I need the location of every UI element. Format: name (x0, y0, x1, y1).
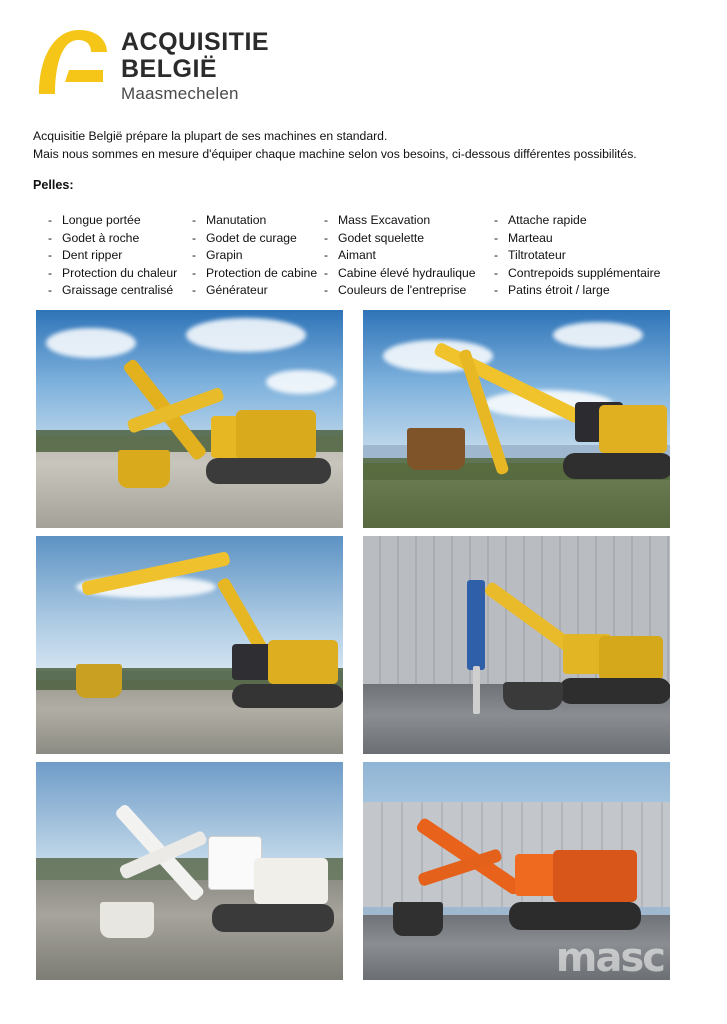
option-label: Grapin (206, 248, 243, 263)
bullet-dash: - (494, 283, 499, 298)
bullet-dash: - (494, 230, 499, 245)
bullet-dash: - (324, 230, 329, 245)
option-label: Graissage centralisé (62, 283, 174, 298)
option-item (192, 282, 324, 300)
gallery-photo-2 (363, 310, 670, 528)
machine-body (254, 858, 328, 904)
logo-line-1: ACQUISITIE (121, 28, 270, 56)
option-item (48, 247, 192, 265)
bucket-attachment (393, 902, 443, 936)
option-label: Tiltrotateur (508, 248, 566, 263)
watermark-text: masc (555, 935, 664, 980)
option-item (192, 212, 324, 230)
option-label: Mass Excavation (338, 213, 431, 227)
logo-wordmark (121, 26, 269, 102)
option-label: Attache rapide (508, 213, 587, 227)
machine-body (599, 405, 667, 453)
bullet-dash: - (48, 265, 53, 280)
option-item (324, 265, 494, 283)
option-item (494, 230, 694, 248)
option-label: Godet à roche (62, 230, 140, 245)
options-list (48, 212, 713, 300)
crawler-track (212, 904, 334, 932)
cloud-shape (186, 318, 306, 352)
option-item (48, 212, 192, 230)
option-label: Protection du chaleur (62, 265, 178, 280)
options-row (48, 212, 713, 230)
option-item (324, 230, 494, 248)
bullet-dash: - (192, 265, 197, 280)
option-item (494, 265, 694, 283)
option-item (324, 247, 494, 265)
option-item (192, 230, 324, 248)
crawler-track (559, 678, 670, 704)
option-label: Protection de cabine (206, 265, 318, 280)
bullet-dash: - (48, 283, 53, 298)
option-item (48, 265, 192, 283)
option-item (192, 265, 324, 283)
crawler-track (509, 902, 641, 930)
hydraulic-hammer (467, 580, 485, 670)
bucket-attachment (407, 428, 465, 470)
option-label: Godet de curage (206, 230, 297, 245)
machine-body (553, 850, 637, 902)
option-label: Générateur (206, 283, 268, 298)
bullet-dash: - (192, 248, 197, 263)
photo-gallery (36, 310, 690, 980)
option-label: Cabine élevé hydraulique (338, 265, 476, 280)
option-label: Marteau (508, 230, 553, 245)
cloud-shape (46, 328, 136, 358)
option-label: Couleurs de l'entreprise (338, 283, 467, 298)
bullet-dash: - (324, 265, 329, 280)
option-label: Godet squelette (338, 230, 425, 245)
option-item (192, 247, 324, 265)
option-item (48, 230, 192, 248)
machine-body (599, 636, 663, 680)
bullet-dash: - (494, 248, 499, 263)
option-label: Dent ripper (62, 248, 123, 263)
section-title: Pelles: (33, 178, 74, 192)
machine-body (236, 410, 316, 460)
company-logo (33, 26, 269, 102)
gallery-photo-6 (363, 762, 670, 980)
bucket-attachment (100, 902, 154, 938)
option-item (494, 212, 694, 230)
bullet-dash: - (192, 213, 197, 227)
crawler-track (206, 458, 331, 484)
bucket-attachment (503, 682, 563, 710)
gallery-photo-3 (36, 536, 343, 754)
option-label: Contrepoids supplémentaire (508, 265, 661, 280)
bullet-dash: - (324, 283, 329, 298)
bullet-dash: - (48, 230, 53, 245)
gallery-photo-1 (36, 310, 343, 528)
intro-paragraph (33, 127, 693, 163)
bucket-attachment (118, 450, 170, 488)
bucket-attachment (76, 664, 122, 698)
option-label: Aimant (338, 248, 376, 263)
intro-line-1: Acquisitie België prépare la plupart de ses machines en standard. (33, 129, 388, 143)
option-label: Longue portée (62, 213, 141, 227)
cloud-shape (266, 370, 336, 394)
bullet-dash: - (48, 248, 53, 263)
machine-body (268, 640, 338, 684)
bullet-dash: - (494, 265, 499, 280)
option-item (48, 282, 192, 300)
option-item (324, 212, 494, 230)
options-row (48, 265, 713, 283)
option-label: Manutation (206, 213, 267, 227)
hammer-chisel (473, 666, 480, 714)
logo-line-3: Maasmechelen (121, 84, 239, 103)
bullet-dash: - (192, 230, 197, 245)
gallery-photo-5 (36, 762, 343, 980)
option-item (494, 247, 694, 265)
options-row (48, 230, 713, 248)
crawler-track (232, 684, 343, 708)
options-row (48, 247, 713, 265)
gallery-photo-4 (363, 536, 670, 754)
option-item (494, 282, 694, 300)
option-label: Patins étroit / large (508, 283, 610, 298)
crawler-track (563, 453, 670, 479)
intro-line-2: Mais nous sommes en mesure d'équiper chaque machine selon vos besoins, ci-dessous différentes possibilités. (33, 147, 637, 161)
bullet-dash: - (192, 283, 197, 298)
option-item (324, 282, 494, 300)
bullet-dash: - (494, 213, 499, 227)
bullet-dash: - (324, 248, 329, 263)
logo-line-2: BELGIË (121, 55, 218, 83)
bullet-dash: - (324, 213, 329, 227)
cloud-shape (553, 322, 643, 348)
options-row (48, 282, 713, 300)
bullet-dash: - (48, 213, 53, 227)
logo-mark-icon (33, 26, 111, 98)
